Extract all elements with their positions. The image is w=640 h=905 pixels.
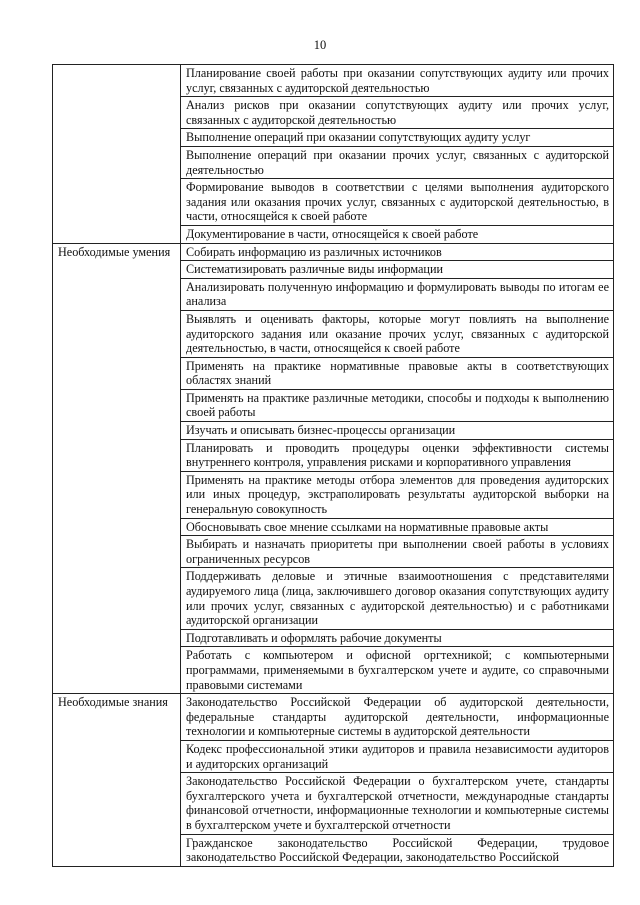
requirement-item: Выбирать и назначать приоритеты при выполнении своей работы в условиях ограниченных ресурсов: [181, 536, 614, 568]
section-label: [53, 65, 181, 244]
requirement-item: Поддерживать деловые и этичные взаимоотношения с представителями аудируемого лица (лица, заключившего договор оказания сопутствующих аудиту или прочих услуг, связанных с аудиторской деятельностью) и с работниками аудиторской организации: [181, 568, 614, 629]
page-number: 10: [313, 38, 327, 52]
competency-table: [52, 64, 614, 867]
requirement-item: Применять на практике нормативные правовые акты в соответствующих областях знаний: [181, 357, 614, 389]
requirement-item: Планировать и проводить процедуры оценки эффективности системы внутреннего контроля, управления рисками и корпоративного управления: [181, 439, 614, 471]
requirement-item: Законодательство Российской Федерации об аудиторской деятельности, федеральные стандарты аудиторской деятельности, информационные технологии и компьютерные системы в аудиторской деятельности: [181, 694, 614, 741]
requirement-item: Кодекс профессиональной этики аудиторов и правила независимости аудиторов и аудиторских организаций: [181, 740, 614, 772]
requirement-item: Систематизировать различные виды информации: [181, 261, 614, 279]
table-row: [53, 65, 614, 97]
requirement-item: Изучать и описывать бизнес-процессы организации: [181, 422, 614, 440]
requirement-item: Применять на практике различные методики, способы и подходы к выполнению своей работы: [181, 389, 614, 421]
table-row: [53, 243, 614, 261]
requirement-item: Законодательство Российской Федерации о бухгалтерском учете, стандарты бухгалтерского учета и бухгалтерской отчетности, международные стандарты финансовой отчетности, информационные технологии и компьютерные системы в бухгалтерском учете и бухгалтерской отчетности: [181, 773, 614, 834]
section-label: Необходимые умения: [53, 243, 181, 694]
requirement-item: Гражданское законодательство Российской Федерации, трудовое законодательство Российской Федерации, законодательство Российской: [181, 834, 614, 866]
requirement-item: Подготавливать и оформлять рабочие документы: [181, 629, 614, 647]
requirement-item: Анализировать полученную информацию и формулировать выводы по итогам ее анализа: [181, 278, 614, 310]
requirement-item: Применять на практике методы отбора элементов для проведения аудиторских или иных процедур, экстраполировать результаты аудиторской выборки на генеральную совокупность: [181, 471, 614, 518]
requirement-item: Анализ рисков при оказании сопутствующих аудиту или прочих услуг, связанных с аудиторской деятельностью: [181, 97, 614, 129]
requirement-item: Выполнение операций при оказании прочих услуг, связанных с аудиторской деятельностью: [181, 146, 614, 178]
requirement-item: Документирование в части, относящейся к своей работе: [181, 225, 614, 243]
requirement-item: Выполнение операций при оказании сопутствующих аудиту услуг: [181, 129, 614, 147]
competency-table-body: [53, 65, 614, 867]
requirement-item: Выявлять и оценивать факторы, которые могут повлиять на выполнение аудиторского задания или оказание прочих услуг, связанных с аудиторской деятельностью, в части, относящейся к своей работе: [181, 310, 614, 357]
requirement-item: Планирование своей работы при оказании сопутствующих аудиту или прочих услуг, связанных с аудиторской деятельностью: [181, 65, 614, 97]
section-label: Необходимые знания: [53, 694, 181, 867]
requirement-item: Обосновывать свое мнение ссылками на нормативные правовые акты: [181, 518, 614, 536]
requirement-item: Формирование выводов в соответствии с целями выполнения аудиторского задания или оказания прочих услуг, связанных с аудиторской деятельностью, в части, относящейся к своей работе: [181, 179, 614, 226]
requirement-item: Работать с компьютером и офисной оргтехникой; с компьютерными программами, применяемыми в бухгалтерском учете и аудите, со справочными правовыми системами: [181, 647, 614, 694]
requirement-item: Собирать информацию из различных источников: [181, 243, 614, 261]
table-row: [53, 694, 614, 741]
